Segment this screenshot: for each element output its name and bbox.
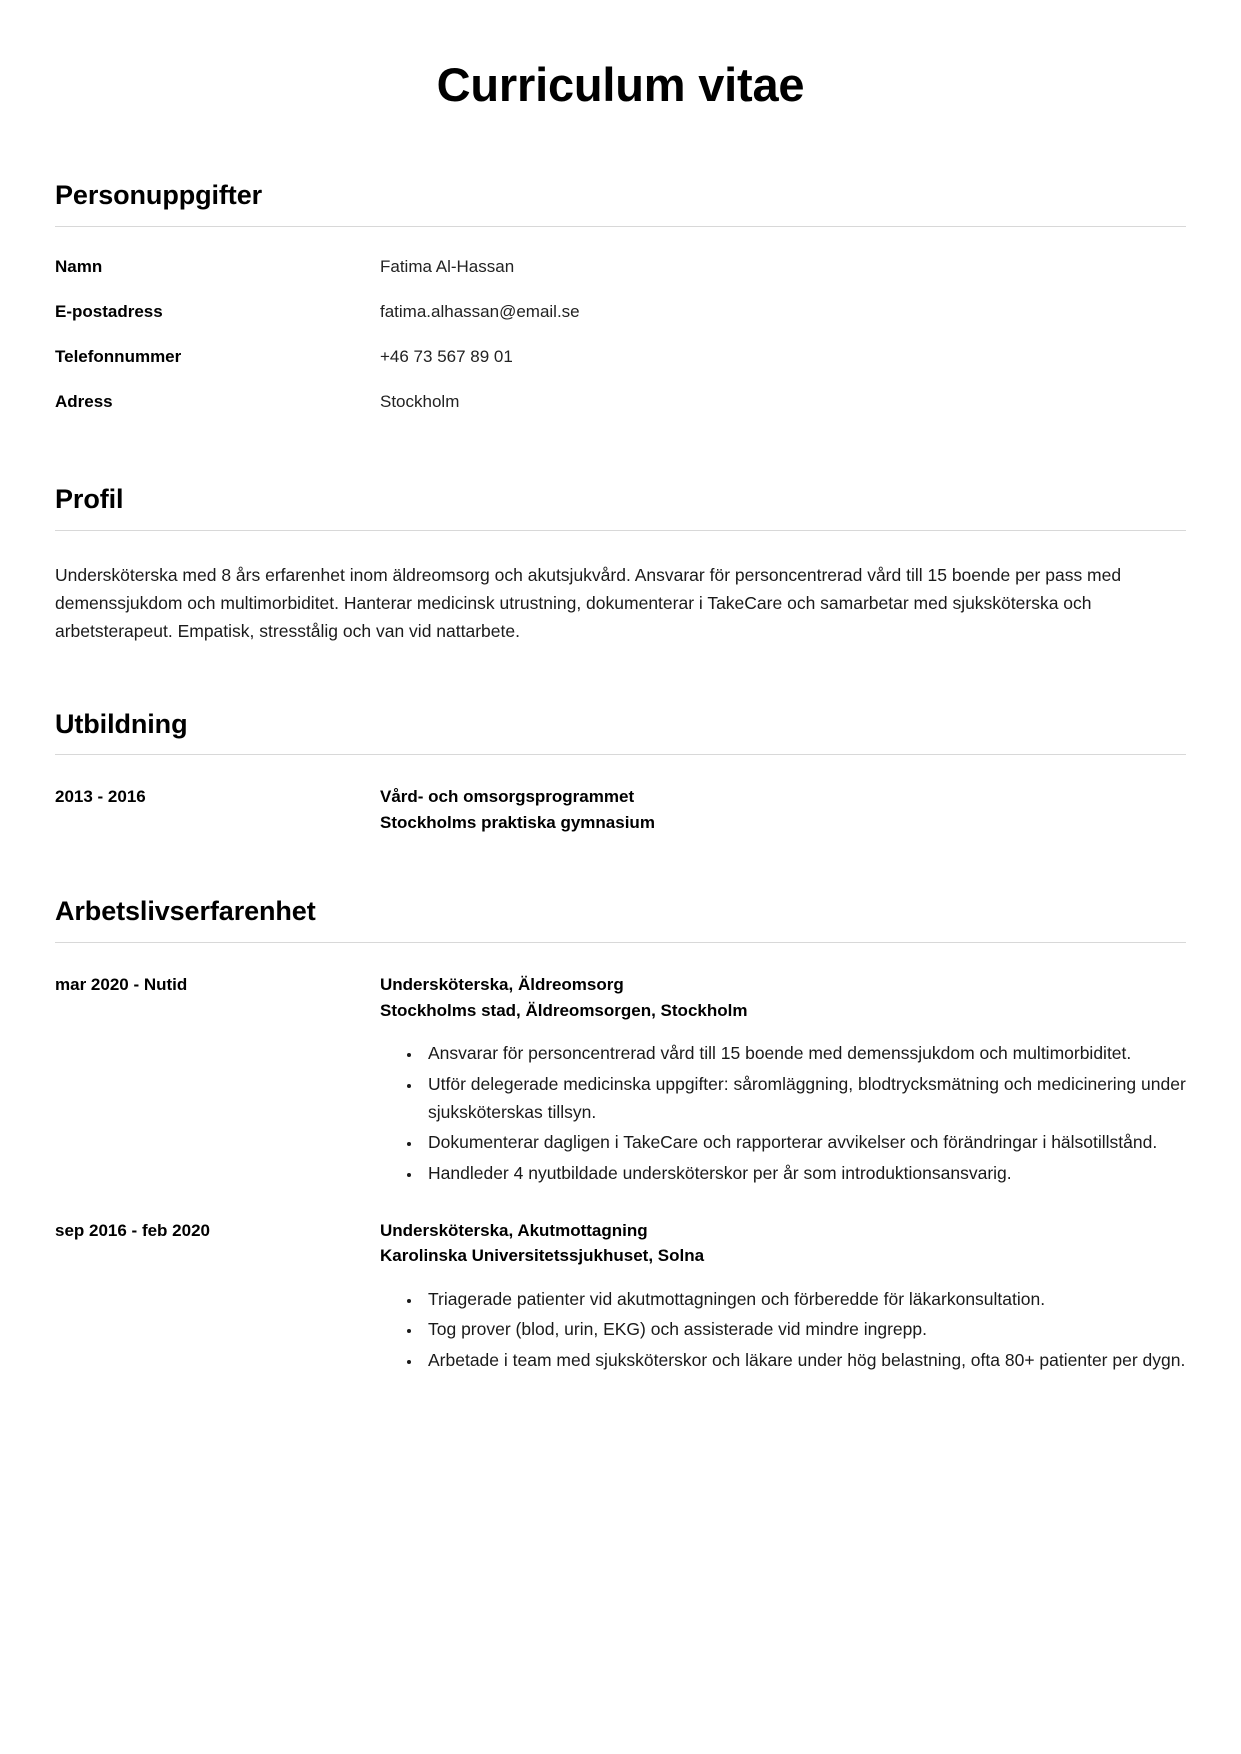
work-entry — [55, 1218, 1186, 1376]
work-entry-body — [380, 1218, 1186, 1376]
detail-row-phone — [55, 346, 1186, 369]
work-entry-bullet-list — [380, 1285, 1186, 1374]
page-title: Curriculum vitae — [436, 58, 805, 111]
profile-summary-text: Undersköterska med 8 års erfarenhet inom äldreomsorg och akutsjukvård. Ansvarar för personcentrerad vård till 15 boende per pass med demenssjukdom och multimorbiditet. Hanterar medicinsk utrustning, dokumenterar i TakeCare och samarbetar med sjuksköterska och arbetsterapeut. Empatisk, stresstålig och van vid nattarbete. — [55, 564, 1122, 642]
section-education — [55, 708, 1186, 836]
detail-label-email: E-postadress — [55, 302, 163, 322]
work-entry-title: Undersköterska, Akutmottagning — [380, 1220, 648, 1240]
section-heading-profile: Profil — [55, 483, 124, 514]
section-divider-work-experience — [55, 942, 1186, 943]
detail-row-name — [55, 256, 1186, 279]
detail-row-email — [55, 301, 1186, 324]
work-entry-bullet: • Triagerade patienter vid akutmottagningen och förberedde för läkarkonsultation. — [422, 1285, 1186, 1313]
detail-row-address — [55, 391, 1186, 414]
work-entry-bullet: • Dokumenterar dagligen i TakeCare och rapporterar avvikelser och förändringar i hälsotillstånd. — [422, 1128, 1186, 1156]
section-divider-personal-details — [55, 226, 1186, 227]
work-entry-body — [380, 972, 1186, 1189]
work-entry-date: sep 2016 - feb 2020 — [55, 1220, 210, 1240]
detail-label-name: Namn — [55, 257, 103, 277]
work-entry-title: Undersköterska, Äldreomsorg — [380, 975, 624, 995]
personal-details-list — [55, 256, 1186, 414]
detail-label-address: Adress — [55, 391, 113, 411]
section-profile — [55, 483, 1186, 646]
work-entry-date: mar 2020 - Nutid — [55, 975, 188, 995]
work-entry-bullet: • Utför delegerade medicinska uppgifter: såromläggning, blodtrycksmätning och medicinering under sjuksköterskas tillsyn. — [422, 1070, 1186, 1127]
work-entry-employer: Karolinska Universitetssjukhuset, Solna — [380, 1246, 705, 1266]
section-divider-profile — [55, 530, 1186, 531]
work-entry-bullet: • Tog prover (blod, urin, EKG) och assisterade vid mindre ingrepp. — [422, 1315, 1186, 1343]
detail-value-phone: +46 73 567 89 01 — [380, 347, 513, 367]
work-entry-bullet-list — [380, 1039, 1186, 1187]
education-entry-institution: Stockholms praktiska gymnasium — [380, 812, 655, 832]
section-heading-personal-details: Personuppgifter — [55, 180, 263, 211]
work-entry-bullet: • Handleder 4 nyutbildade undersköterskor per år som introduktionsansvarig. — [422, 1159, 1186, 1187]
section-personal-details — [55, 179, 1186, 414]
detail-label-phone: Telefonnummer — [55, 347, 182, 367]
section-heading-education: Utbildning — [55, 708, 188, 739]
detail-value-name: Fatima Al-Hassan — [380, 257, 515, 277]
education-entry-body — [380, 784, 1186, 835]
education-entry-date: 2013 - 2016 — [55, 787, 146, 807]
section-divider-education — [55, 754, 1186, 755]
section-work-experience — [55, 895, 1186, 1376]
section-heading-work-experience: Arbetslivserfarenhet — [55, 896, 316, 927]
work-entry-bullet: • Arbetade i team med sjuksköterskor och läkare under hög belastning, ofta 80+ patienter per dygn. — [422, 1346, 1186, 1374]
education-entry — [55, 784, 1186, 835]
detail-value-email: fatima.alhassan@email.se — [380, 302, 580, 322]
work-entry-employer: Stockholms stad, Äldreomsorgen, Stockholm — [380, 1000, 748, 1020]
work-entry-bullet: • Ansvarar för personcentrerad vård till 15 boende med demenssjukdom och multimorbiditet. — [422, 1039, 1186, 1067]
work-entry — [55, 972, 1186, 1189]
education-entry-title: Vård- och omsorgsprogrammet — [380, 787, 635, 807]
detail-value-address: Stockholm — [380, 391, 460, 411]
